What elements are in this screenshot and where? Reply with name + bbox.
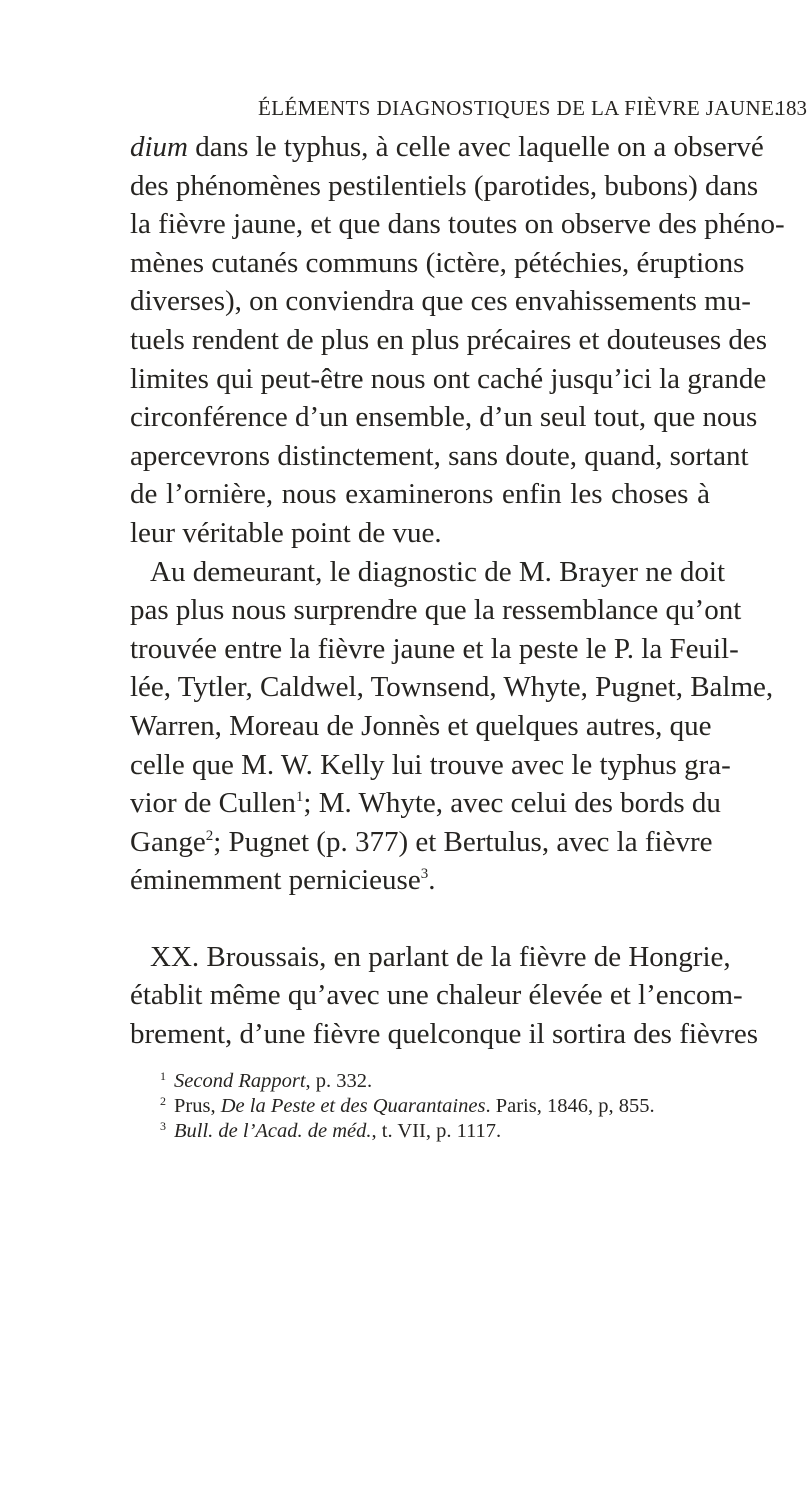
text-line: leur véritable point de vue.: [130, 516, 442, 549]
footnote-text: . Paris, 1846, p, 855.: [485, 1095, 655, 1117]
text-line: trouvée entre la fièvre jaune et la peste le P. la Feuil-: [130, 632, 739, 665]
footnote-mark: 3: [160, 1119, 166, 1133]
line-text: Gange: [130, 825, 206, 858]
line-text: vior de Cullen: [130, 787, 296, 820]
text-line: des phénomènes pestilentiels (parotides, bubons) dans: [130, 169, 759, 202]
text-line: [130, 823, 713, 862]
footnote-title: De la Peste et des Quarantaines: [220, 1095, 486, 1117]
line-text: .: [428, 864, 436, 897]
footnote-ref: 1: [295, 789, 304, 806]
running-title: ÉLÉMENTS DIAGNOSTIQUES DE LA FIÈVRE JAUNE.: [258, 96, 780, 120]
text-line: la fièvre jaune, et que dans toutes on observe des phéno-: [130, 208, 785, 241]
text-line: tuels rendent de plus en plus précaires et douteuses des: [130, 323, 768, 356]
text-line: lée, Tytler, Caldwel, Townsend, Whyte, Pugnet, Balme,: [130, 671, 774, 704]
footnote: [160, 1114, 720, 1142]
text-line: [130, 128, 764, 167]
running-head: [258, 96, 807, 126]
text-line: mènes cutanés communs (ictère, pétéchies, éruptions: [130, 246, 745, 279]
text-line: Warren, Moreau de Jonnès et quelques autres, que: [130, 709, 712, 742]
footnote-author: Prus,: [174, 1095, 221, 1117]
text-line: apercevrons distinctement, sans doute, quand, sortant: [130, 439, 749, 472]
footnote-title: Bull. de l’Acad. de méd.: [174, 1120, 372, 1142]
italic-word: dium: [130, 131, 188, 163]
text-line: [130, 784, 721, 823]
text-line: Au demeurant, le diagnostic de M. Brayer ne doit: [150, 555, 726, 588]
text-line: établit même qu’avec une chaleur élevée et l’encom-: [130, 979, 743, 1012]
footnote-text: , t. VII, p. 1117.: [371, 1120, 502, 1142]
line-text: ; Pugnet (p. 377) et Bertulus, avec la fièvre: [213, 825, 713, 858]
text-line: pas plus nous surprendre que la ressemblance qu’ont: [130, 594, 742, 627]
text-line: celle que M. W. Kelly lui trouve avec le typhus gra-: [130, 748, 731, 781]
text-line: brement, d’une fièvre quelconque il sortira des fièvres: [130, 1018, 759, 1051]
text-line: XX. Broussais, en parlant de la fièvre de Hongrie,: [150, 940, 731, 973]
line-text: éminemment pernicieuse: [130, 864, 421, 897]
footnote: [160, 1064, 720, 1092]
page-number: 183: [775, 96, 807, 120]
body-text: [130, 128, 785, 1054]
line-text: dans le typhus, à celle avec laquelle on a observé: [188, 131, 764, 163]
section-gap: [130, 900, 710, 938]
footnote: [160, 1089, 720, 1117]
footnote-ref: 2: [205, 827, 214, 844]
text-line: de l’ornière, nous examinerons enfin les choses à: [130, 478, 710, 511]
footnote-mark: 1: [160, 1069, 166, 1083]
text-line: limites qui peut-être nous ont caché jusqu’ici la grande: [130, 362, 767, 395]
text-line: [130, 861, 710, 900]
footnote-text: , p. 332.: [305, 1070, 373, 1092]
line-text: ; M. Whyte, avec celui des bords du: [303, 787, 721, 820]
text-line: diverses), on conviendra que ces envahissements mu-: [130, 285, 751, 318]
footnotes: [160, 1064, 720, 1142]
footnote-title: Second Rapport: [174, 1070, 306, 1092]
text-line: circonférence d’un ensemble, d’un seul tout, que nous: [130, 401, 758, 434]
footnote-mark: 2: [160, 1094, 166, 1108]
footnote-ref: 3: [420, 866, 429, 883]
